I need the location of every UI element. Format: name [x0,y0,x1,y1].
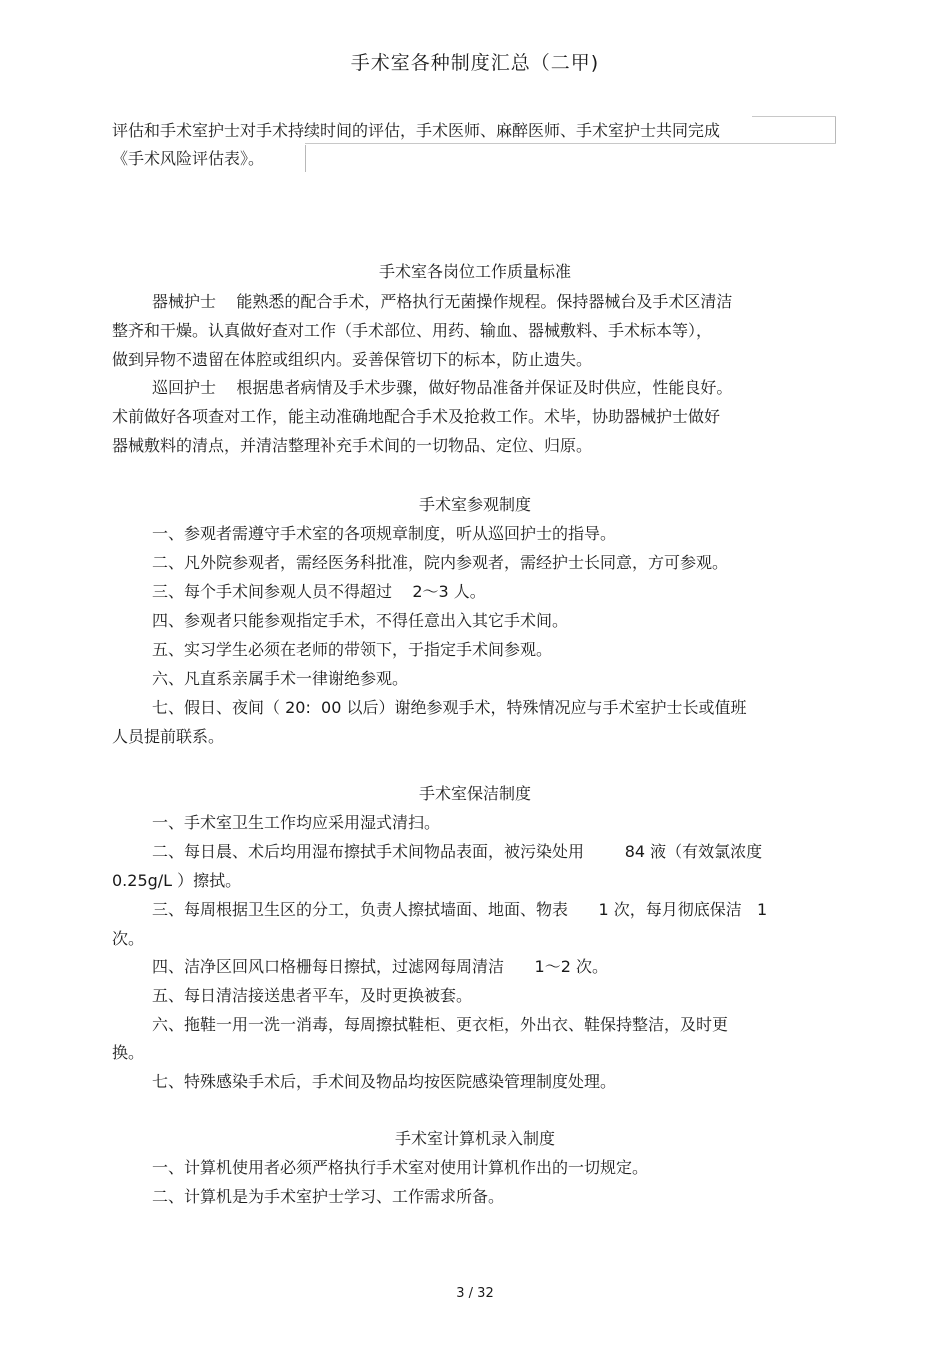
rule-item: 一、参观者需遵守手术室的各项规章制度，听从巡回护士的指导。 [152,524,617,543]
rule-item: 六、拖鞋一用一洗一消毒，每周擦拭鞋柜、更衣柜，外出衣、鞋保持整洁，及时更 [152,1015,729,1034]
table-border-middle [305,143,836,144]
paragraph-line: 巡回护士 根据患者病情及手术步骤，做好物品准备并保证及时供应，性能良好。 [152,378,733,397]
table-border-top [752,116,836,117]
section-title-quality: 手术室各岗位工作质量标准 [378,262,571,281]
rule-item: 换。 [112,1043,145,1062]
rule-item: 人员提前联系。 [112,727,225,746]
rule-item: 五、每日清洁接送患者平车，及时更换被套。 [152,986,473,1005]
rule-item: 五、实习学生必须在老师的带领下，于指定手术间参观。 [152,640,553,659]
rule-item: 七、特殊感染手术后，手术间及物品均按医院感染管理制度处理。 [152,1072,617,1091]
page-number: 3 / 32 [456,1286,494,1301]
carryover-line: 《手术风险评估表》。 [112,149,265,168]
paragraph-line: 术前做好各项查对工作，能主动准确地配合手术及抢救工作。术毕，协助器械护士做好 [112,407,721,426]
rule-item: 七、假日、夜间（ 20: 00 以后）谢绝参观手术，特殊情况应与手术室护士长或值班 [152,698,747,717]
carryover-line: 评估和手术室护士对手术持续时间的评估，手术医师、麻醉医师、手术室护士共同完成 [112,121,721,140]
rule-item: 0.25g/L ）擦拭。 [112,871,242,890]
section-title-computer: 手术室计算机录入制度 [394,1129,555,1148]
rule-item: 六、凡直系亲属手术一律谢绝参观。 [152,669,409,688]
rule-item: 二、每日晨、术后均用湿布擦拭手术间物品表面，被污染处用 84 液（有效氯浓度 [152,842,763,861]
paragraph-line: 整齐和干燥。认真做好查对工作（手术部位、用药、输血、器械敷料、手术标本等）， [112,321,713,340]
rule-item: 一、计算机使用者必须严格执行手术室对使用计算机作出的一切规定。 [152,1158,649,1177]
rule-item: 二、凡外院参观者，需经医务科批准，院内参观者，需经护士长同意，方可参观。 [152,553,729,572]
page-title: 手术室各种制度汇总（二甲) [350,52,600,74]
table-border-right [835,116,836,143]
rule-item: 四、参观者只能参观指定手术，不得任意出入其它手术间。 [152,611,569,630]
table-border-left [305,145,306,172]
rule-item: 三、每周根据卫生区的分工，负责人擦拭墙面、地面、物表 1 次，每月彻底保洁 1 [152,900,768,919]
rule-item: 次。 [112,929,145,948]
section-title-cleaning: 手术室保洁制度 [418,784,531,803]
paragraph-line: 器械护士 能熟悉的配合手术，严格执行无菌操作规程。保持器械台及手术区清洁 [152,292,733,311]
paragraph-line: 做到异物不遗留在体腔或组织内。妥善保管切下的标本，防止遗失。 [112,350,593,369]
section-title-visit: 手术室参观制度 [418,495,531,514]
paragraph-line: 器械敷料的清点，并清洁整理补充手术间的一切物品、定位、归原。 [112,436,593,455]
rule-item: 一、手术室卫生工作均应采用湿式清扫。 [152,813,441,832]
rule-item: 二、计算机是为手术室护士学习、工作需求所备。 [152,1187,505,1206]
rule-item: 三、每个手术间参观人员不得超过 2～3 人。 [152,582,486,601]
rule-item: 四、洁净区回风口格栅每日擦拭，过滤网每周清洁 1～2 次。 [152,957,608,976]
